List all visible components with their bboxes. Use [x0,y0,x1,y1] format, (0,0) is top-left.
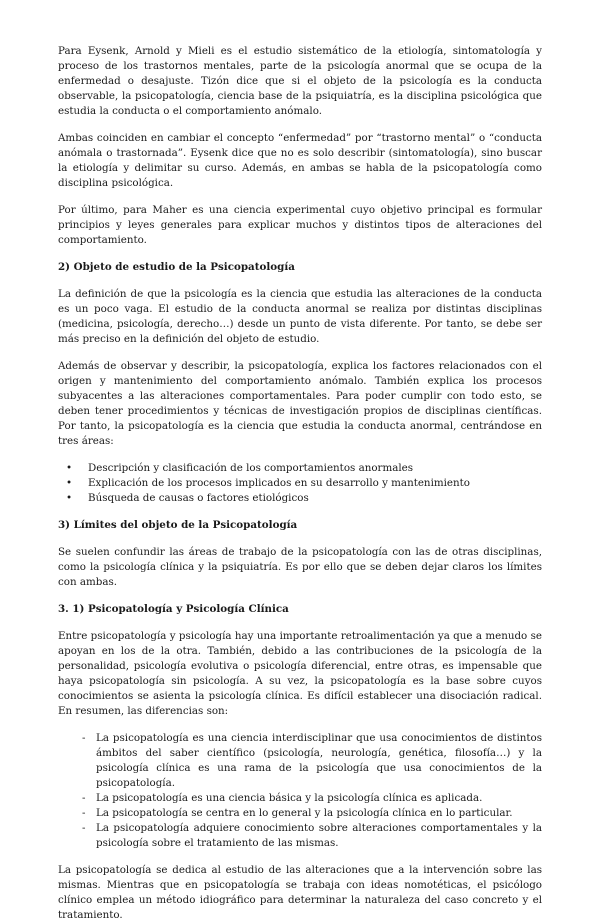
areas-list [58,461,542,506]
paragraph-concept-change: Ambas coinciden en cambiar el concepto “enfermedad” por “trastorno mental” o “conducta anómala o trastornada”. Eysenk dice que no es solo describir (sintomatología), sino buscar la etiología y delimitar su curso. Además, en ambas se habla de la psicopatología como disciplina psicológica. [58,132,542,189]
paragraph-definitions: Para Eysenk, Arnold y Mieli es el estudio sistemático de la etiología, sintomatología y proceso de los trastornos mentales, parte de la psicología anormal que se ocupa de la enfermedad o desajuste. Tizón dice que si el objeto de la psicología es la conducta observable, la psicopatología, ciencia base de la psiquiatría, es la disciplina psicológica que estudia la conducta o el comportamiento anómalo. [58,45,542,117]
list-item: - La psicopatología es una ciencia interdisciplinar que usa conocimientos de distintos ámbitos del saber científico (psicología, neurología, genética, filosofía…) y la psicología clínica es una rama de la psicología que usa conocimientos de la psicopatología. [58,731,542,791]
paragraph-maher: Por último, para Maher es una ciencia experimental cuyo objetivo principal es formular principios y leyes generales para explicar muchos y distintos tipos de alteraciones del comportamiento. [58,204,542,246]
list-item: - La psicopatología es una ciencia básica y la psicología clínica es aplicada. [58,791,542,806]
section-heading-objeto: 2) Objeto de estudio de la Psicopatología [58,261,295,273]
list-item: • Búsqueda de causas o factores etiológicos [58,491,542,506]
paragraph-explains-factors: Además de observar y describir, la psicopatología, explica los factores relacionados con el origen y mantenimiento del comportamiento anómalo. También explica los procesos subyacentes a las alteraciones comportamentales. Para poder cumplir con todo esto, se deben tener procedimientos y técnicas de investigación propios de disciplinas científicas. Por tanto, la psicopatología es la ciencia que estudia la conducta anormal, centrándose en tres áreas: [58,360,542,447]
paragraph-retroalimentacion: Entre psicopatología y psicología hay una importante retroalimentación ya que a menudo se apoyan en los de la otra. También, debido a las contribuciones de la psicología de la personalidad, psicología evolutiva o psicología diferencial, entre otras, es impensable que haya psicopatología sin psicología. A su vez, la psicopatología es la base sobre cuyos conocimientos se asienta la psicología clínica. Es difícil establecer una disociación radical. En resumen, las diferencias son: [58,630,542,717]
list-item: - La psicopatología adquiere conocimiento sobre alteraciones comportamentales y la psicología sobre el tratamiento de las mismas. [58,821,542,851]
paragraph-confusion: Se suelen confundir las áreas de trabajo de la psicopatología con las de otras disciplinas, como la psicología clínica y la psiquiatría. Es por ello que se deben dejar claros los límites con ambas. [58,546,542,588]
paragraph-definition-vague: La definición de que la psicología es la ciencia que estudia las alteraciones de la conducta es un poco vaga. El estudio de la conducta anormal se realiza por distintas disciplinas (medicina, psicología, derecho…) desde un punto de vista diferente. Por tanto, se debe ser más preciso en la definición del objeto de estudio. [58,288,542,345]
section-heading-psicologia-clinica: 3. 1) Psicopatología y Psicología Clínica [58,603,289,615]
paragraph-conclusion: La psicopatología se dedica al estudio de las alteraciones que a la intervención sobre las mismas. Mientras que en psicopatología se trabaja con ideas nomotéticas, el psicólogo clínico emplea un método idiográfico para determinar la naturaleza del caso concreto y el tratamiento. [58,864,542,921]
section-heading-limites: 3) Límites del objeto de la Psicopatología [58,519,298,531]
differences-list [58,731,542,851]
list-item: - La psicopatología se centra en lo general y la psicología clínica en lo particular. [58,806,542,821]
list-item: • Explicación de los procesos implicados en su desarrollo y mantenimiento [58,476,542,491]
list-item: • Descripción y clasificación de los comportamientos anormales [58,461,542,476]
